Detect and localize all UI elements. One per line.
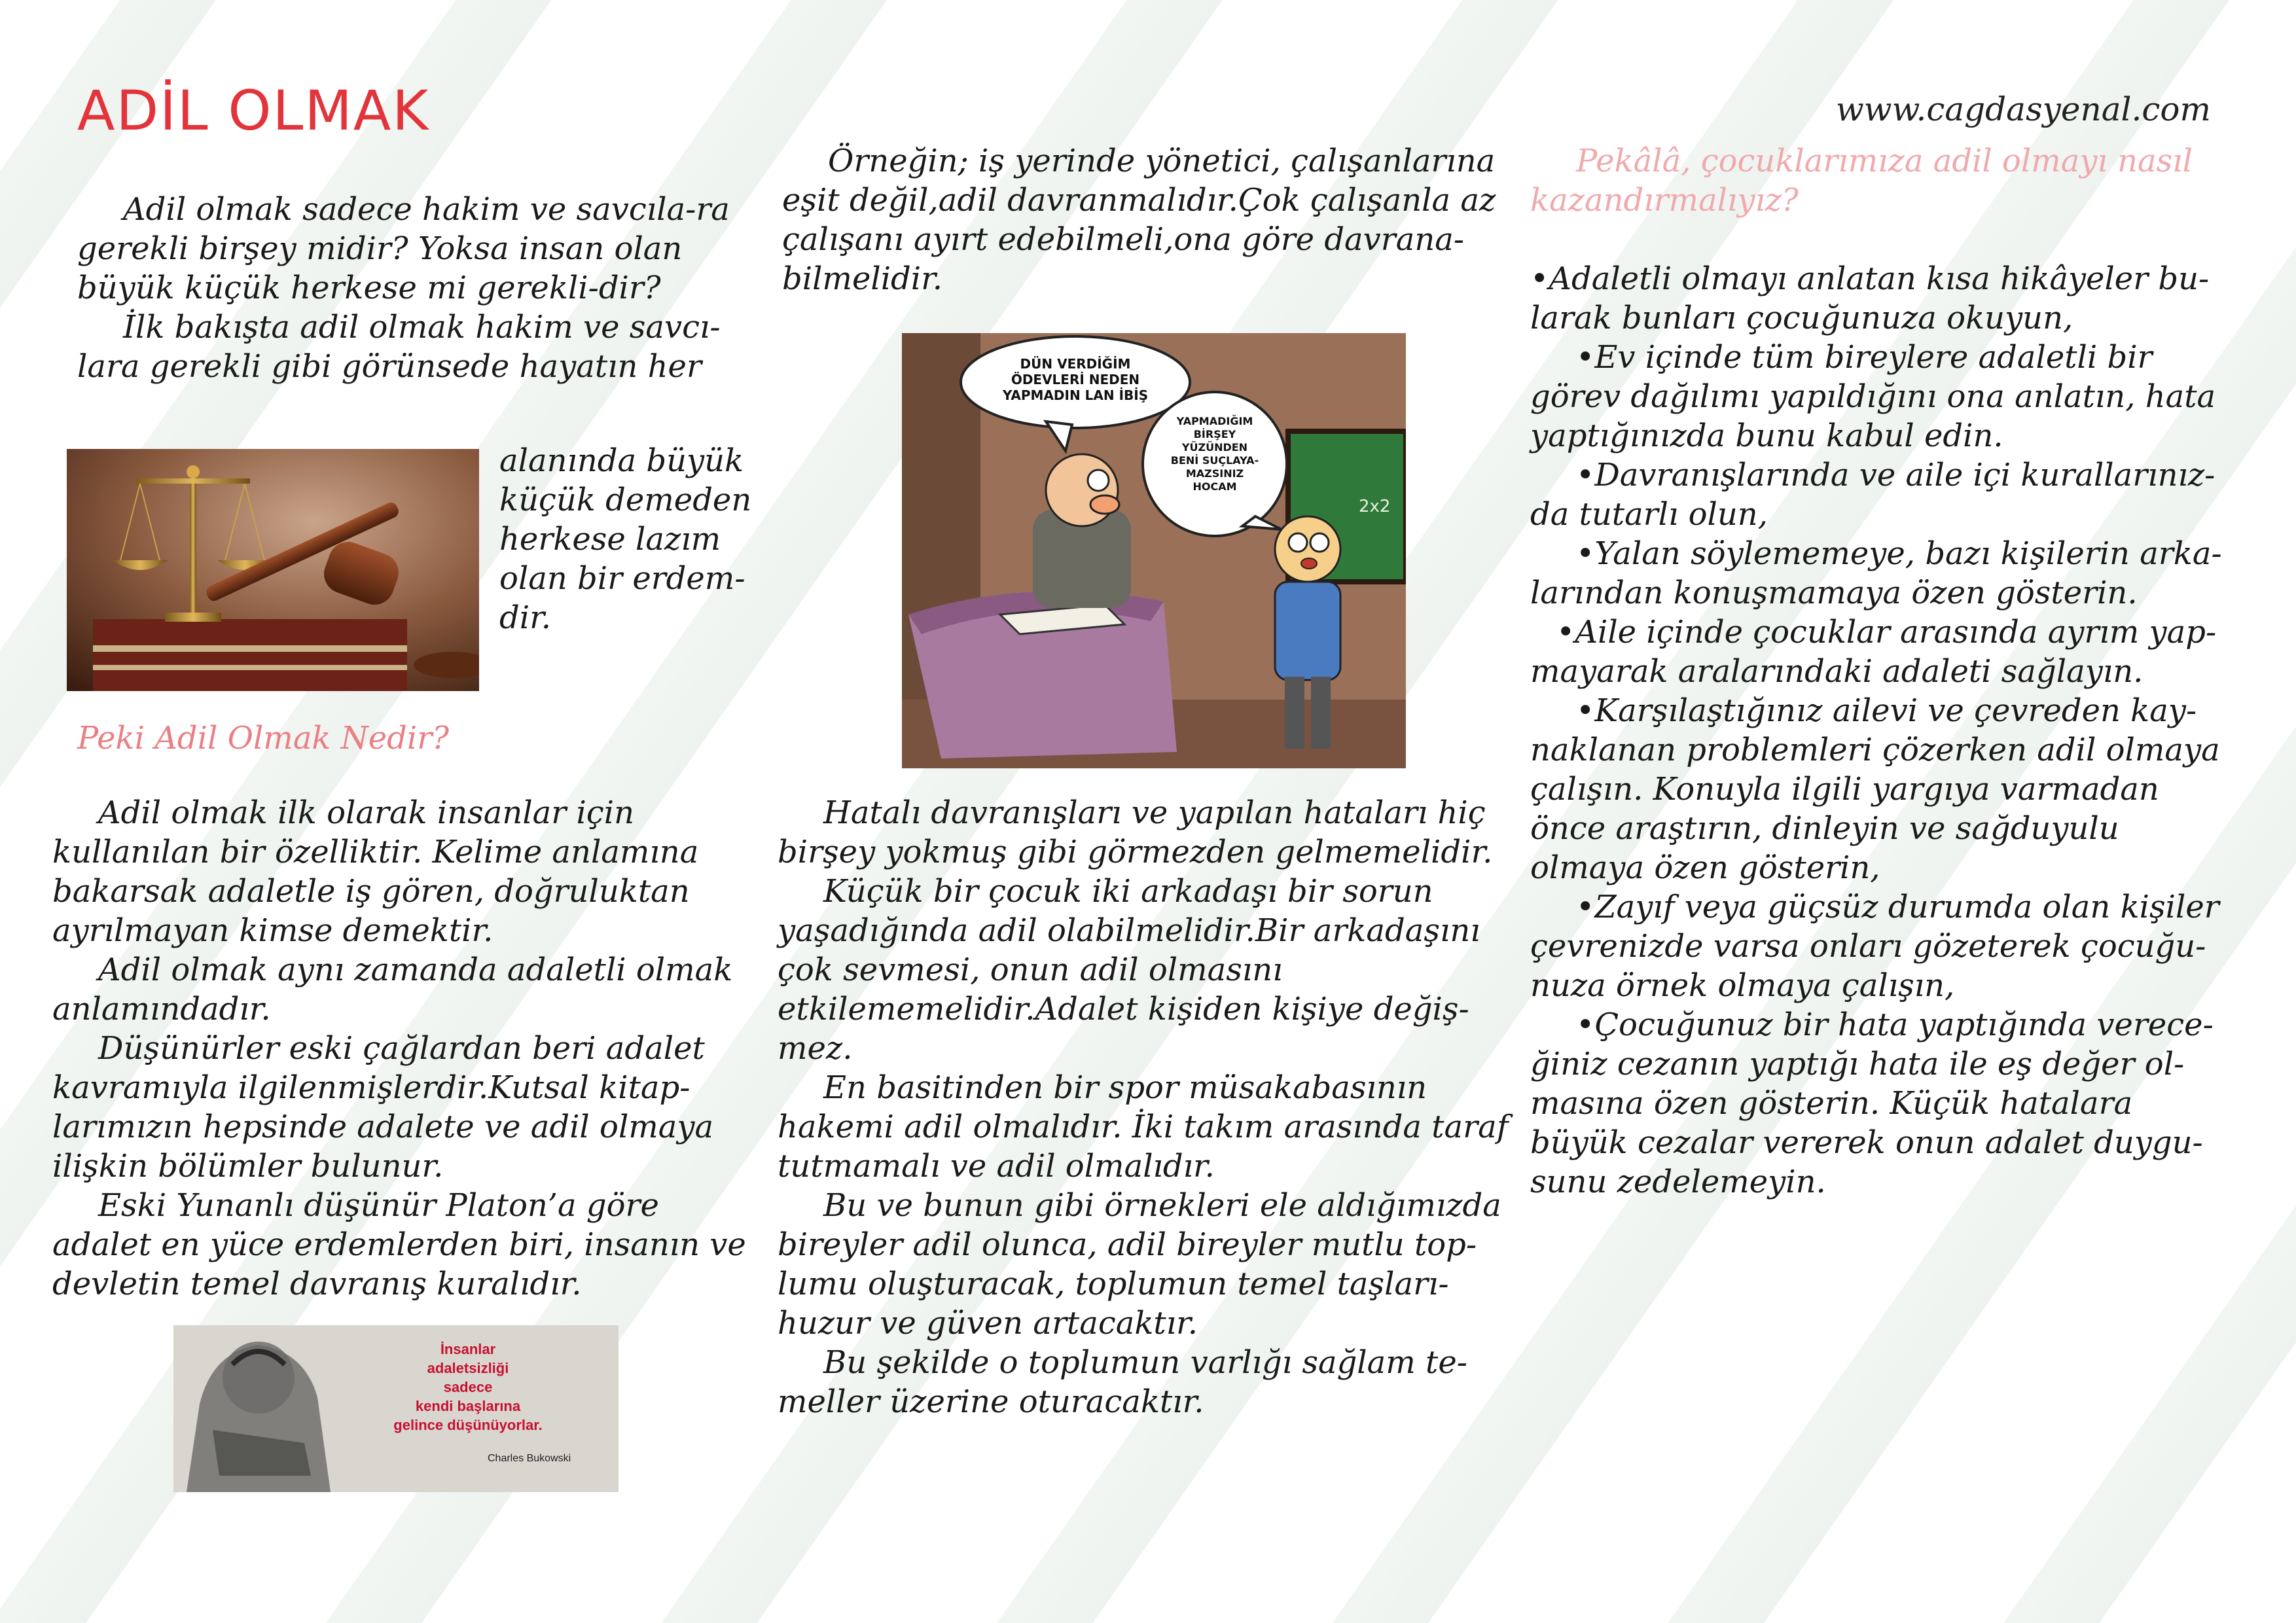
bullet-item: •Ev içinde tüm bireylere adaletli bir görev dağılımı yapıldığını ona anlatın, hata yaptığınızda bunu kabul edin.: [1530, 339, 2216, 454]
page-title: ADİL OLMAK: [77, 79, 430, 143]
quote-line: adaletsizliği: [427, 1360, 509, 1376]
text-line: alanında büyük: [499, 442, 744, 479]
column-2-top: [782, 141, 1515, 298]
text-line: herkese lazım: [499, 521, 721, 558]
quote-line: gelince düşünüyorlar.: [393, 1417, 543, 1433]
scales-gavel-image: [67, 449, 479, 691]
paragraph: Adil olmak aynı zamanda adaletli olmak anlamındadır.: [52, 952, 733, 1027]
bubble-line: MAZSINIZ: [1185, 467, 1244, 480]
bubble-line: BENİ SUÇLAYA-: [1170, 454, 1259, 467]
bubble-line: YAPMADIN LAN İBİŞ: [1002, 387, 1149, 403]
column-1-body: [52, 793, 746, 1304]
section-heading: Pekâlâ, çocuklarımıza adil olmayı nasıl kazandırmalıyız?: [1530, 143, 2193, 219]
paragraph: Bu ve bunun gibi örnekleri ele aldığımızda bireyler adil olunca, adil bireyler mutlu top-lumu oluşturacak, toplumun temel taşları-huzur ve güven artacaktır.: [778, 1187, 1501, 1342]
column-3: [1530, 141, 2237, 1202]
bullet-item: •Zayıf veya güçsüz durumda olan kişiler çevrenizde varsa onları gözeterek çocuğu-nuza örnek olmaya çalışın,: [1530, 889, 2219, 1004]
text-line: olan bir erdem-: [499, 560, 745, 597]
bullet-item: •Yalan söylememeye, bazı kişilerin arka-larından konuşmamaya özen gösterin.: [1530, 535, 2222, 611]
blackboard-text: 2x2: [1359, 497, 1391, 516]
bubble-line: YAPMADIĞIM: [1176, 415, 1253, 427]
quote-author: Charles Bukowski: [488, 1453, 571, 1464]
paragraph: Adil olmak sadece hakim ve savcıla-ra gerekli birşey midir? Yoksa insan olan büyük küçük herkese mi gerekli-dir?: [77, 191, 730, 306]
bubble-line: HOCAM: [1193, 480, 1237, 493]
text-line: dir.: [499, 599, 552, 636]
quote-line: kendi başlarına: [415, 1398, 521, 1414]
bullet-item: •Çocuğunuz bir hata yaptığında verece-ğiniz cezanın yaptığı hata ile eş değer ol-masına özen gösterin. Küçük hatalara büyük cezalar vererek onun adalet duygu-sunu zedelemeyin.: [1530, 1007, 2214, 1200]
bubble-line: YÜZÜNDEN: [1181, 441, 1248, 454]
paragraph: Küçük bir çocuk iki arkadaşı bir sorun yaşadığında adil olabilmelidir.Bir arkadaşını çok sevmesi, onun adil olmasını etkilememelidir.Adalet kişiden kişiye değiş-mez.: [778, 873, 1480, 1067]
column-2-body: [778, 793, 1517, 1421]
quote-line: sadece: [443, 1379, 493, 1395]
quote-line: İnsanlar: [440, 1341, 496, 1357]
cartoon-image: [902, 333, 1406, 768]
paragraph: Eski Yunanlı düşünür Platon’a göre adalet en yüce erdemlerden biri, insanın ve devletin temel davranış kuralıdır.: [52, 1187, 746, 1302]
wrapped-text: [499, 441, 774, 637]
paragraph: Hatalı davranışları ve yapılan hataları hiç birşey yokmuş gibi görmezden gelmemelidir.: [778, 794, 1493, 870]
bubble-line: ÖDEVLERİ NEDEN: [1011, 372, 1140, 387]
teacher-speech-bubble: [987, 356, 1164, 403]
student-speech-bubble: [1153, 415, 1277, 493]
paragraph: En basitinden bir spor müsakabasının hakemi adil olmalıdır. İki takım arasında taraf tutmamalı ve adil olmalıdır.: [778, 1069, 1509, 1185]
bullet-item: •Adaletli olmayı anlatan kısa hikâyeler bu-larak bunları çocuğunuza okuyun,: [1530, 260, 2210, 336]
bullet-item: •Davranışlarında ve aile içi kurallarınız-da tutarlı olun,: [1530, 457, 2215, 533]
bubble-line: BİRŞEY: [1193, 428, 1236, 440]
bukowski-quote-image: [173, 1325, 619, 1492]
column-1: [77, 190, 764, 386]
bubble-line: DÜN VERDİĞİM: [1020, 356, 1131, 372]
paragraph: İlk bakışta adil olmak hakim ve savcı-lara gerekli gibi görünsede hayatın her: [77, 309, 721, 385]
bullet-item: •Aile içinde çocuklar arasında ayrım yap-mayarak aralarındaki adaleti sağlayın.: [1530, 614, 2217, 690]
site-url: www.cagdasyenal.com: [1836, 90, 2211, 128]
paragraph: Adil olmak ilk olarak insanlar için kullanılan bir özelliktir. Kelime anlamına bakarsak adaletle iş gören, doğruluktan ayrılmayan kimse demektir.: [52, 794, 699, 949]
bullet-item: •Karşılaştığınız ailevi ve çevreden kay-naklanan problemleri çözerken adil olmaya çalışın. Konuyla ilgili yargıya varmadan önce araştırın, dinleyin ve sağduyulu olmaya özen gösterin,: [1530, 692, 2220, 886]
text-line: küçük demeden: [499, 482, 752, 518]
paragraph: Örneğin; iş yerinde yönetici, çalışanlarına eşit değil,adil davranmalıdır.Çok çalışanla az çalışanı ayırt edebilmeli,ona göre davrana-bilmelidir.: [782, 143, 1496, 297]
subheading: Peki Adil Olmak Nedir?: [77, 720, 449, 757]
paragraph: Bu şekilde o toplumun varlığı sağlam te-meller üzerine oturacaktır.: [778, 1344, 1467, 1420]
paragraph: Düşünürler eski çağlardan beri adalet kavramıyla ilgilenmişlerdir.Kutsal kitap-larımızın hepsinde adalete ve adil olmaya ilişkin bölümler bulunur.: [52, 1030, 714, 1185]
quote-text: [360, 1340, 576, 1435]
column-1-lower: [77, 719, 732, 758]
